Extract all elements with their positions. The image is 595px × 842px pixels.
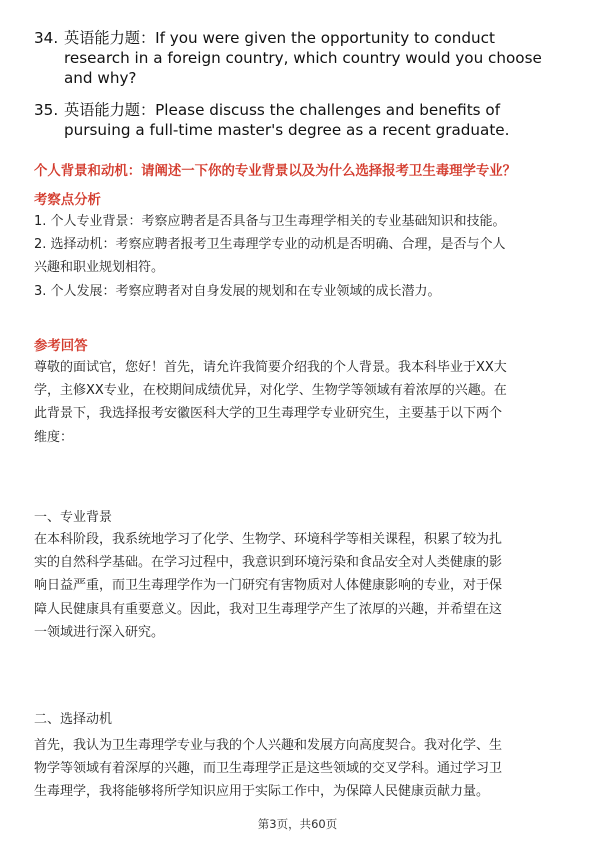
paragraph-line: 学，主修XX专业，在校期间成绩优异，对化学、生物学等领域有着浓厚的兴趣。在: [34, 383, 507, 399]
question-text: 英语能力题：If you were given the opportunity to conduct: [64, 29, 495, 47]
intro-paragraph: [34, 356, 559, 449]
section-title: 二、选择动机: [34, 712, 113, 727]
question-text: pursuing a full-time master's degree as a recent graduate.: [64, 121, 510, 139]
question-text: research in a foreign country, which country would you choose: [64, 49, 542, 67]
answer-heading: 参考回答: [34, 339, 88, 354]
paragraph-line: 生毒理学，我将能够将所学知识应用于实际工作中，为保障人民健康贡献力量。: [34, 784, 490, 800]
section-title: 一、专业背景: [34, 510, 113, 525]
question-text: and why?: [64, 69, 137, 87]
analysis-heading: 考察点分析: [34, 193, 101, 208]
paragraph-line: 一领域进行深入研究。: [34, 624, 165, 640]
section1-paragraph: [34, 528, 559, 644]
question-34: [34, 28, 556, 88]
paragraph-line: 维度：: [34, 429, 74, 445]
section2-paragraph: [34, 734, 559, 804]
paragraph-line: 障人民健康具有重要意义。因此，我对卫生毒理学产生了浓厚的兴趣，并希望在这: [34, 601, 503, 617]
question-heading: 个人背景和动机：请阐述一下你的专业背景以及为什么选择报考卫生毒理学专业？: [34, 164, 517, 179]
paragraph-line: 首先，我认为卫生毒理学专业与我的个人兴趣和发展方向高度契合。我对化学、生: [34, 738, 503, 753]
list-item: 2. 选择动机：考察应聘者报考卫生毒理学专业的动机是否明确、合理，是否与个人: [34, 237, 506, 253]
paragraph-line: 在本科阶段，我系统地学习了化学、生物学、环境科学等相关课程，积累了较为扎: [34, 532, 503, 547]
question-text: 英语能力题：Please discuss the challenges and benefits of: [64, 101, 501, 119]
paragraph-line: 响日益严重，而卫生毒理学作为一门研究有害物质对人体健康影响的专业，对于保: [34, 578, 503, 594]
analysis-list: [34, 210, 559, 303]
paragraph-line: 实的自然科学基础。在学习过程中，我意识到环境污染和食品安全对人类健康的影: [34, 555, 503, 571]
paragraph-line: 此背景下，我选择报考安徽医科大学的卫生毒理学专业研究生，主要基于以下两个: [34, 406, 503, 422]
list-item-continuation: 兴趣和职业规划相符。: [34, 260, 165, 276]
question-number: 35.: [34, 101, 59, 119]
list-item: 3. 个人发展：考察应聘者对自身发展的规划和在专业领域的成长潜力。: [34, 283, 441, 299]
page-footer: 第3页，共60页: [257, 817, 338, 831]
paragraph-line: 尊敬的面试官，您好！首先，请允许我简要介绍我的个人背景。我本科毕业于XX大: [34, 360, 507, 375]
question-35: [34, 100, 556, 140]
paragraph-line: 物学等领域有着深厚的兴趣，而卫生毒理学正是这些领域的交叉学科。通过学习卫: [34, 761, 503, 777]
list-item: 1. 个人专业背景：考察应聘者是否具备与卫生毒理学相关的专业基础知识和技能。: [34, 214, 506, 229]
question-number: 34.: [34, 29, 59, 47]
